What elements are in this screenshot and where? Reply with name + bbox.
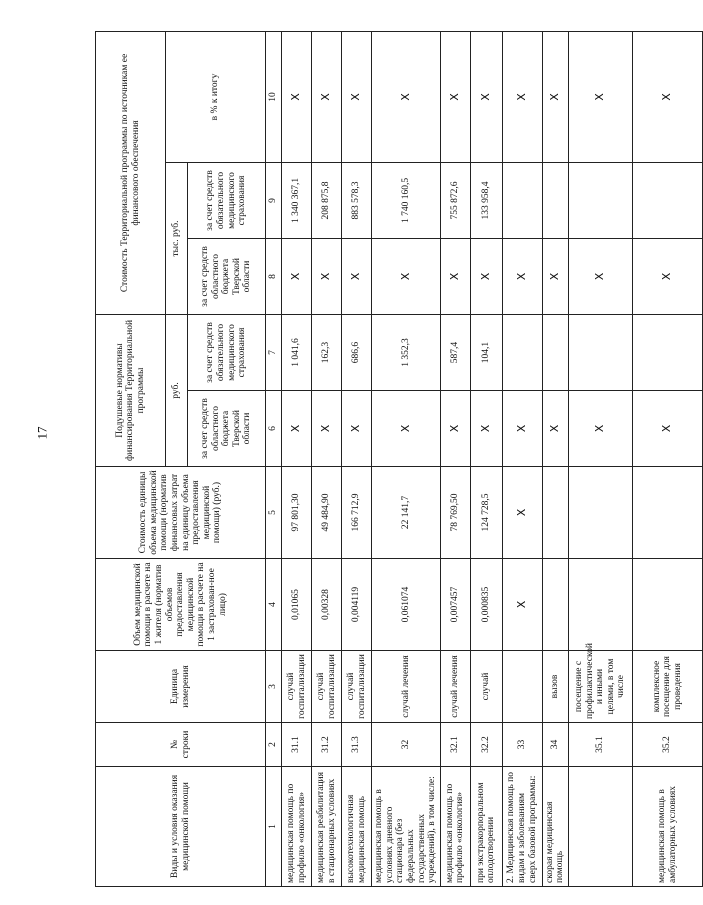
table-cell: Х bbox=[633, 391, 703, 467]
table-cell: случай госпитализации bbox=[282, 651, 312, 723]
table-row bbox=[569, 31, 633, 886]
column-number: 5 bbox=[266, 467, 282, 559]
header-budget: за счет средств областного бюджета Тверской области bbox=[188, 391, 266, 467]
table-cell bbox=[633, 467, 703, 559]
table-cell bbox=[569, 467, 633, 559]
header-tys-rub: тыс. руб. bbox=[166, 162, 188, 314]
table-row bbox=[342, 31, 372, 886]
row-label: медицинская помощь в амбулаторных условиях bbox=[633, 767, 703, 887]
table-cell: 208 875,8 bbox=[312, 162, 342, 238]
header-cost: Стоимость единицы объема медицинской помощи (норматив финансовых затрат на единицу объема предоставления медицинской помощи) (руб.) bbox=[96, 467, 266, 559]
table-cell bbox=[569, 314, 633, 390]
row-label: при экстракорпоральном оплодотворении bbox=[470, 767, 502, 887]
table-cell: 1 352,3 bbox=[372, 314, 441, 390]
table-cell: Х bbox=[542, 238, 568, 314]
table-cell: Х bbox=[502, 238, 542, 314]
table-row bbox=[372, 31, 441, 886]
table-row bbox=[312, 31, 342, 886]
header-unit: Единица измерения bbox=[96, 651, 266, 723]
table-cell: 32.1 bbox=[440, 723, 470, 767]
table-cell: случай госпитализации bbox=[312, 651, 342, 723]
column-number: 4 bbox=[266, 559, 282, 651]
table-cell: 166 712,9 bbox=[342, 467, 372, 559]
table-cell: Х bbox=[440, 238, 470, 314]
table-cell: Х bbox=[569, 391, 633, 467]
table-cell: 133 958,4 bbox=[470, 162, 502, 238]
table-cell bbox=[633, 162, 703, 238]
table-cell: Х bbox=[282, 238, 312, 314]
column-number: 3 bbox=[266, 651, 282, 723]
table-cell: Х bbox=[542, 31, 568, 162]
table-cell: случай лечения bbox=[440, 651, 470, 723]
table-cell: 33 bbox=[502, 723, 542, 767]
column-number: 8 bbox=[266, 238, 282, 314]
column-number: 10 bbox=[266, 31, 282, 162]
table-cell: Х bbox=[312, 391, 342, 467]
table-cell: 34 bbox=[542, 723, 568, 767]
table-cell: 31.2 bbox=[312, 723, 342, 767]
table-cell bbox=[542, 314, 568, 390]
table-cell: случай лечения bbox=[372, 651, 441, 723]
table-cell: 0,004119 bbox=[342, 559, 372, 651]
table-cell: 162,3 bbox=[312, 314, 342, 390]
table-cell: Х bbox=[502, 31, 542, 162]
header-norms: Подушевые нормативы финансирования Территориальной программы bbox=[96, 314, 166, 466]
table-cell: 22 141,7 bbox=[372, 467, 441, 559]
table-cell: Х bbox=[342, 238, 372, 314]
table-cell: 97 801,30 bbox=[282, 467, 312, 559]
table-row bbox=[633, 31, 703, 886]
table-cell: Х bbox=[312, 238, 342, 314]
page-number: 17 bbox=[34, 426, 50, 440]
table-cell bbox=[502, 162, 542, 238]
table-cell: 104,1 bbox=[470, 314, 502, 390]
header-percent: в % к итогу bbox=[166, 31, 266, 162]
table-cell: 1 740 160,5 bbox=[372, 162, 441, 238]
table-cell: Х bbox=[569, 238, 633, 314]
table-cell bbox=[502, 651, 542, 723]
table-cell: Х bbox=[282, 391, 312, 467]
table-cell: 0,061074 bbox=[372, 559, 441, 651]
header-volume: Объем медицинской помощи в расчете на 1 жителя (норматив объемов предоставления медицинской помощи в расчете на 1 застрахован-ное лицо) bbox=[96, 559, 266, 651]
table-cell: Х bbox=[633, 31, 703, 162]
table-cell: Х bbox=[372, 238, 441, 314]
column-number: 6 bbox=[266, 391, 282, 467]
table-cell: вызов bbox=[542, 651, 568, 723]
table-cell: Х bbox=[502, 391, 542, 467]
table-cell: 31.1 bbox=[282, 723, 312, 767]
table-cell: 35.1 bbox=[569, 723, 633, 767]
table-row bbox=[440, 31, 470, 886]
table-cell: 32 bbox=[372, 723, 441, 767]
table-cell: 1 340 367,1 bbox=[282, 162, 312, 238]
table-cell: 883 578,3 bbox=[342, 162, 372, 238]
header-program-cost: Стоимость Территориальной программы по источникам ее финансового обеспечения bbox=[96, 31, 166, 314]
table-cell: Х bbox=[542, 391, 568, 467]
table-cell bbox=[569, 162, 633, 238]
financing-table bbox=[95, 31, 703, 887]
column-number: 2 bbox=[266, 723, 282, 767]
table-cell: Х bbox=[440, 31, 470, 162]
row-label bbox=[569, 767, 633, 887]
table-cell: Х bbox=[470, 238, 502, 314]
row-label: скорая медицинская помощь bbox=[542, 767, 568, 887]
column-number: 1 bbox=[266, 767, 282, 887]
table-cell bbox=[542, 162, 568, 238]
table-cell: 49 484,90 bbox=[312, 467, 342, 559]
table-cell: случай госпитализации bbox=[342, 651, 372, 723]
table-cell bbox=[633, 314, 703, 390]
header-oms: за счет средств обязательного медицинского страхования bbox=[188, 162, 266, 238]
table-row bbox=[502, 31, 542, 886]
header-rub: руб. bbox=[166, 314, 188, 466]
header-vid: Виды и условия оказания медицинской помощи bbox=[96, 767, 266, 887]
table-cell bbox=[542, 559, 568, 651]
column-number: 9 bbox=[266, 162, 282, 238]
table-cell: 686,6 bbox=[342, 314, 372, 390]
table-cell: 0,00328 bbox=[312, 559, 342, 651]
table-cell: 78 769,50 bbox=[440, 467, 470, 559]
table-cell: 32.2 bbox=[470, 723, 502, 767]
table-cell: 755 872,6 bbox=[440, 162, 470, 238]
table-row bbox=[282, 31, 312, 886]
row-label: медицинская реабилитация в стационарных условиях bbox=[312, 767, 342, 887]
table-cell: случай bbox=[470, 651, 502, 723]
table-cell: Х bbox=[372, 31, 441, 162]
table-cell: Х bbox=[633, 238, 703, 314]
row-label: медицинская помощь в условиях дневного стационара (без федеральных государственных учреждений), в том числе: bbox=[372, 767, 441, 887]
table-cell: 1 041,6 bbox=[282, 314, 312, 390]
row-label: медицинская помощь по профилю «онкология» bbox=[282, 767, 312, 887]
table-cell: 0,000835 bbox=[470, 559, 502, 651]
header-oms: за счет средств обязательного медицинского страхования bbox=[188, 314, 266, 390]
header-budget: за счет средств областного бюджета Тверской области bbox=[188, 238, 266, 314]
table-row bbox=[542, 31, 568, 886]
table-cell: Х bbox=[569, 31, 633, 162]
table-cell: 0,01065 bbox=[282, 559, 312, 651]
table-cell: 0,007457 bbox=[440, 559, 470, 651]
table-cell: 35.2 bbox=[633, 723, 703, 767]
table-cell bbox=[569, 559, 633, 651]
table-row bbox=[470, 31, 502, 886]
table-cell: Х bbox=[312, 31, 342, 162]
table-cell: 124 728,5 bbox=[470, 467, 502, 559]
table-cell: Х bbox=[342, 31, 372, 162]
table-cell: Х bbox=[440, 391, 470, 467]
table-cell bbox=[633, 559, 703, 651]
table-cell: 587,4 bbox=[440, 314, 470, 390]
table-cell: посещение с профилактической и иными целями, в том числе bbox=[569, 651, 633, 723]
column-number: 7 bbox=[266, 314, 282, 390]
table-cell: Х bbox=[502, 467, 542, 559]
table-cell: 31.3 bbox=[342, 723, 372, 767]
table-cell: Х bbox=[342, 391, 372, 467]
table-cell: комплексное посещение для проведения bbox=[633, 651, 703, 723]
table-cell: Х bbox=[372, 391, 441, 467]
table-cell bbox=[502, 314, 542, 390]
header-row-number: № строки bbox=[96, 723, 266, 767]
table-cell: Х bbox=[470, 31, 502, 162]
row-label: 2. Медицинская помощь по видам и заболеваниям сверх базовой программы: bbox=[502, 767, 542, 887]
table-cell: Х bbox=[502, 559, 542, 651]
row-label: медицинская помощь по профилю «онкология» bbox=[440, 767, 470, 887]
table-cell bbox=[542, 467, 568, 559]
table-cell: Х bbox=[470, 391, 502, 467]
rotated-table-container bbox=[95, 32, 683, 887]
table-cell: Х bbox=[282, 31, 312, 162]
row-label: высокотехнологичная медицинская помощь bbox=[342, 767, 372, 887]
